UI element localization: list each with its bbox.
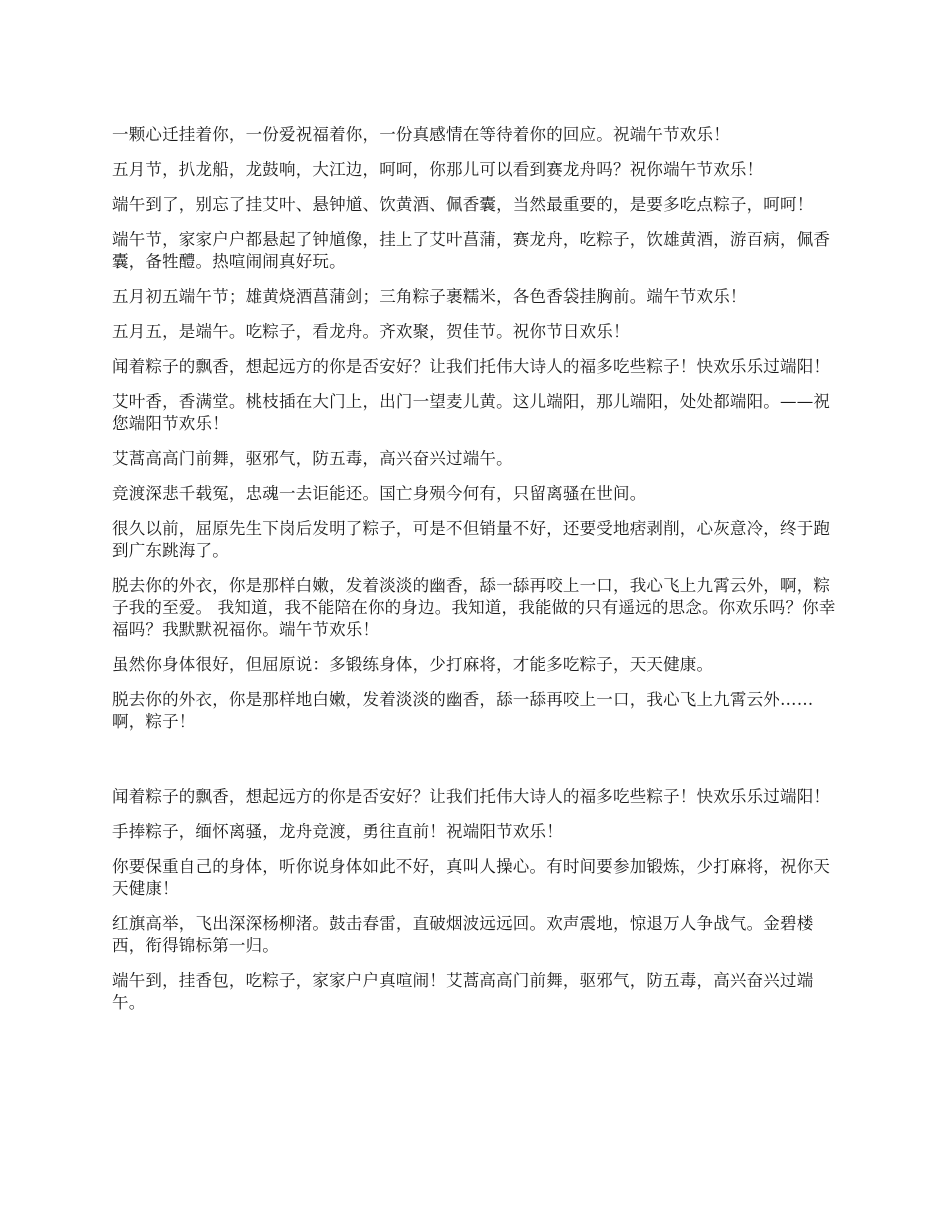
paragraph: 端午到了，别忘了挂艾叶、悬钟馗、饮黄酒、佩香囊，当然最重要的，是要多吃点粽子，呵呵！: [112, 195, 814, 214]
paragraph: 闻着粽子的飘香，想起远方的你是否安好？让我们托伟大诗人的福多吃些粽子！快欢乐乐过端阳！: [112, 787, 831, 806]
paragraph: 闻着粽子的飘香，想起远方的你是否安好？让我们托伟大诗人的福多吃些粽子！快欢乐乐过端阳！: [112, 357, 831, 376]
paragraph: 五月节，扒龙船，龙鼓响，大江边，呵呵，你那儿可以看到赛龙舟吗？祝你端午节欢乐！: [112, 160, 764, 179]
paragraph: 一颗心迁挂着你，一份爱祝福着你，一份真感情在等待着你的回应。祝端午节欢乐！: [112, 125, 730, 144]
section-gap: [112, 746, 840, 786]
paragraph: 脱去你的外衣，你是那样地白嫩，发着淡淡的幽香，舔一舔再咬上一口，我心飞上九霄云外……啊，粽子！: [112, 690, 814, 731]
document-page: [112, 124, 840, 1027]
paragraph: 竞渡深悲千载冤，忠魂一去讵能还。国亡身殒今何有，只留离骚在世间。: [112, 484, 647, 503]
paragraph: 红旗高举，飞出深深杨柳渚。鼓击春雷，直破烟波远远回。欢声震地，惊退万人争战气。金碧楼西，衔得锦标第一归。: [112, 914, 814, 955]
paragraph: 很久以前，屈原先生下岗后发明了粽子，可是不但销量不好，还要受地痞剥削，心灰意冷，终于跑到广东跳海了。: [112, 519, 831, 560]
section-2: [112, 786, 840, 1014]
paragraph: 端午到，挂香包，吃粽子，家家户户真喧闹！艾蒿高高门前舞，驱邪气，防五毒，高兴奋兴过端午。: [112, 971, 814, 1012]
paragraph: 你要保重自己的身体，听你说身体如此不好，真叫人操心。有时间要参加锻炼，少打麻将，祝你天天健康！: [112, 857, 831, 898]
section-1: [112, 124, 840, 733]
paragraph: 虽然你身体很好，但屈原说：多锻练身体，少打麻将，才能多吃粽子，天天健康。: [112, 655, 714, 674]
paragraph: 手捧粽子，缅怀离骚，龙舟竞渡，勇往直前！祝端阳节欢乐！: [112, 822, 563, 841]
paragraph: 脱去你的外衣，你是那样白嫩，发着淡淡的幽香，舔一舔再咬上一口，我心飞上九霄云外，啊，粽子我的至爱。 我知道，我不能陪在你的身边。我知道，我能做的只有遥远的思念。你欢乐吗？你幸福吗？我默默祝福你。端午节欢乐！: [112, 576, 836, 639]
paragraph: 五月五，是端午。吃粽子，看龙舟。齐欢聚，贺佳节。祝你节日欢乐！: [112, 322, 630, 341]
paragraph: 艾蒿高高门前舞，驱邪气，防五毒，高兴奋兴过端午。: [112, 449, 513, 468]
paragraph: 五月初五端午节；雄黄烧酒菖蒲剑；三角粽子裹糯米，各色香袋挂胸前。端午节欢乐！: [112, 287, 747, 306]
paragraph: 艾叶香，香满堂。桃枝插在大门上，出门一望麦儿黄。这儿端阳，那儿端阳，处处都端阳。——祝您端阳节欢乐！: [112, 392, 831, 433]
paragraph: 端午节，家家户户都悬起了钟馗像，挂上了艾叶菖蒲，赛龙舟，吃粽子，饮雄黄酒，游百病，佩香囊，备牲醴。热喧闹闹真好玩。: [112, 230, 831, 271]
